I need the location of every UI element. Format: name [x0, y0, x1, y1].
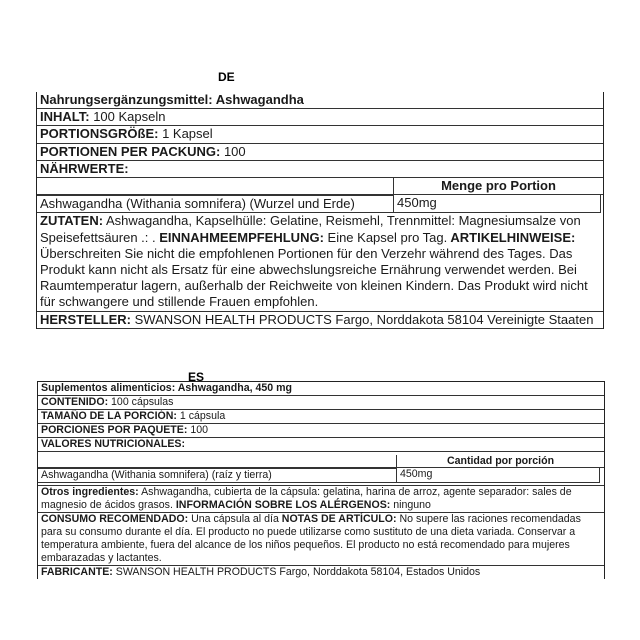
language-heading-de: DE — [218, 70, 235, 84]
ingredient-amount: 450mg — [397, 195, 437, 211]
nutrients-label-row: VALORES NUTRICIONALES: — [38, 438, 604, 452]
content-row: CONTENIDO: 100 cápsulas — [38, 396, 604, 410]
nutrition-table-header — [38, 455, 604, 469]
dosage-paragraph: CONSUMO RECOMENDADO: Una cápsula al día NOTAS DE ARTÍCULO: No supere las raciones recomendadas para su consumo durante el día. El producto no puede utilizarse como sustituto de una dieta variada. Conservar a temperatura ambiente, fuera del alcance de los niños pequeños. El producto no está recomendado para mujeres embarazadas y lactantes. — [38, 512, 604, 565]
language-heading-es: ES — [188, 370, 205, 384]
ingredient-amount: 450mg — [400, 468, 433, 481]
product-title: Nahrungsergänzungsmittel: Ashwagandha — [37, 92, 603, 109]
manufacturer-row: HERSTELLER: SWANSON HEALTH PRODUCTS Fargo, Norddakota 58104 Vereinigte Staaten — [37, 311, 603, 329]
nutrition-table-header — [37, 178, 603, 195]
manufacturer-row: FABRICANTE: SWANSON HEALTH PRODUCTS Fargo, Norddakota 58104, Estados Unidos — [38, 565, 604, 579]
label-panel-es — [37, 381, 605, 579]
portion-size-row: PORTIONSGRÖßE: 1 Kapsel — [37, 126, 603, 143]
servings-per-pack-row: PORTIONEN PER PACKUNG: 100 — [37, 144, 603, 161]
amount-per-serving-header: Cantidad por porción — [396, 455, 604, 468]
nutrients-label-row: NÄHRWERTE: — [37, 161, 603, 178]
product-title: Suplementos alimenticios: Ashwagandha, 450 mg — [38, 382, 604, 396]
ingredients-paragraph: ZUTATEN: Ashwagandha, Kapselhülle: Gelatine, Reismehl, Trennmittel: Magnesiumsalze von Speisefettsäuren .: . EINNAHMEEMPFEHLUNG: Eine Kapsel pro Tag. ARTIKELHINWEISE: Überschreiten Sie nicht die empfohlenen Portionen für den Verzehr während des Tages. Das Produkt kann nicht als Ersatz für eine abwechslungsreiche Ernährung verwendet werden. Bei Raumtemperatur lagern, außerhalb der Reichweite von kleinen Kindern. Das Produkt wird nicht für schwangere und stillende Frauen empfohlen. — [40, 213, 588, 310]
ingredient-name: Ashwagandha (Withania somnifera) (Wurzel und Erde) — [37, 195, 394, 212]
ingredients-paragraph: Otros ingredientes: Ashwagandha, cubierta de la cápsula: gelatina, harina de arroz, agente separador: sales de magnesio de ácidos grasos. INFORMACIÓN SOBRE LOS ALÉRGENOS: ninguno — [38, 485, 604, 512]
portion-size-row: TAMAÑO DE LA PORCIÓN: 1 cápsula — [38, 410, 604, 424]
nutrition-table-row — [37, 195, 601, 213]
label-panel-de — [36, 92, 604, 329]
content-row: INHALT: 100 Kapseln — [37, 109, 603, 126]
amount-per-serving-header: Menge pro Portion — [393, 178, 603, 194]
nutrition-table-row — [38, 468, 600, 483]
ingredient-name: Ashwagandha (Withania somnifera) (raíz y tierra) — [38, 468, 397, 482]
servings-per-pack-row: PORCIONES POR PAQUETE: 100 — [38, 424, 604, 438]
